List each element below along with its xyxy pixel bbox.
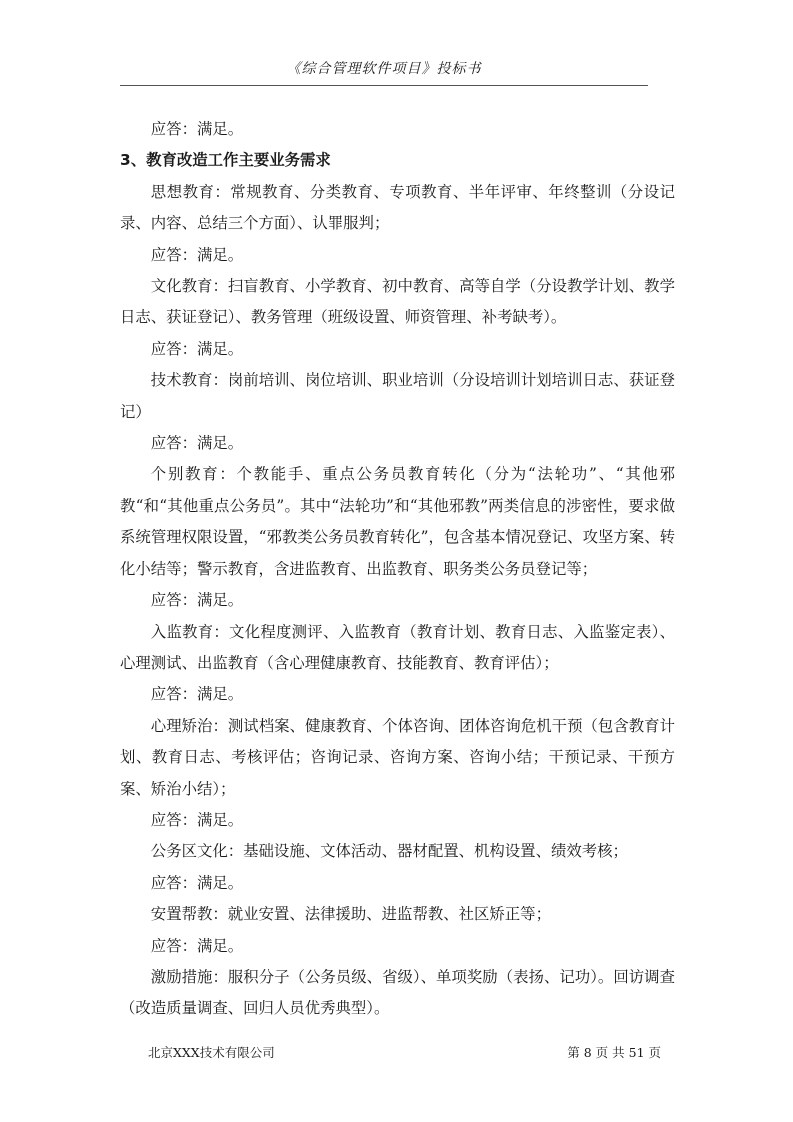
reply-line: 应答：满足。	[150, 120, 244, 138]
paragraph-individual-education: 个别教育：个教能手、重点公务员教育转化（分为“法轮功”、“其他邪教“和“其他重点公务员”。其中“法轮功”和“其他邪教”两类信息的涉密性，要求做系统管理权限设置，“邪教类公务员教育转化”，包含基本情况登记、攻坚方案、转化小结等；警示教育，含进监教育、出监教育、职务类公务员登记等；	[120, 465, 675, 578]
paragraph-area-culture: 公务区文化：基础设施、文体活动、器材配置、机构设置、绩效考核；	[150, 842, 628, 861]
paragraph-psychological-correction: 心理矫治：测试档案、健康教育、个体咨询、团体咨询危机干预（包含教育计划、教育日志、考核评估；咨询记录、咨询方案、咨询小结；干预记录、干预方案、矫治小结）；	[120, 716, 675, 798]
header-divider	[120, 85, 648, 86]
reply-line: 应答：满足。	[150, 685, 244, 704]
section-heading: 3、教育改造工作主要业务需求	[120, 151, 331, 170]
reply-line: 应答：满足。	[150, 936, 244, 955]
footer-company-name: 北京XXX技术有限公司	[148, 1045, 275, 1060]
reply-line: 应答：满足。	[150, 591, 244, 610]
paragraph-incentive-measures: 激励措施：服积分子（公务员级、省级）、单项奖励（表扬、记功）。回访调查（改造质量调查、回归人员优秀典型）。	[120, 967, 675, 1018]
paragraph-admission-education: 入监教育：文化程度测评、入监教育（教育计划、教育日志、入监鉴定表）、心理测试、出监教育（含心理健康教育、技能教育、教育评估）；	[120, 622, 675, 672]
reply-line: 应答：满足。	[150, 873, 244, 892]
reply-line: 应答：满足。	[150, 339, 244, 358]
document-body	[120, 114, 675, 1025]
paragraph-ideological-education: 思想教育：常规教育、分类教育、专项教育、半年评审、年终整训（分设记录、内容、总结三个方面）、认罪服判；	[120, 182, 675, 233]
page-header-title: 《综合管理软件项目》投标书	[286, 61, 482, 77]
reply-line: 应答：满足。	[150, 810, 244, 829]
paragraph-cultural-education: 文化教育：扫盲教育、小学教育、初中教育、高等自学（分设教学计划、教学日志、获证登记）、教务管理（班级设置、师资管理、补考缺考）。	[120, 277, 675, 327]
reply-line: 应答：满足。	[150, 245, 244, 264]
paragraph-technical-education: 技术教育：岗前培训、岗位培训、职业培训（分设培训计划培训日志、获证登记）	[120, 371, 675, 421]
reply-line: 应答：满足。	[150, 434, 244, 453]
footer-page-number: 第 8 页 共 51 页	[567, 1045, 661, 1060]
paragraph-resettlement-assistance: 安置帮教：就业安置、法律援助、进监帮教、社区矫正等；	[150, 905, 551, 924]
